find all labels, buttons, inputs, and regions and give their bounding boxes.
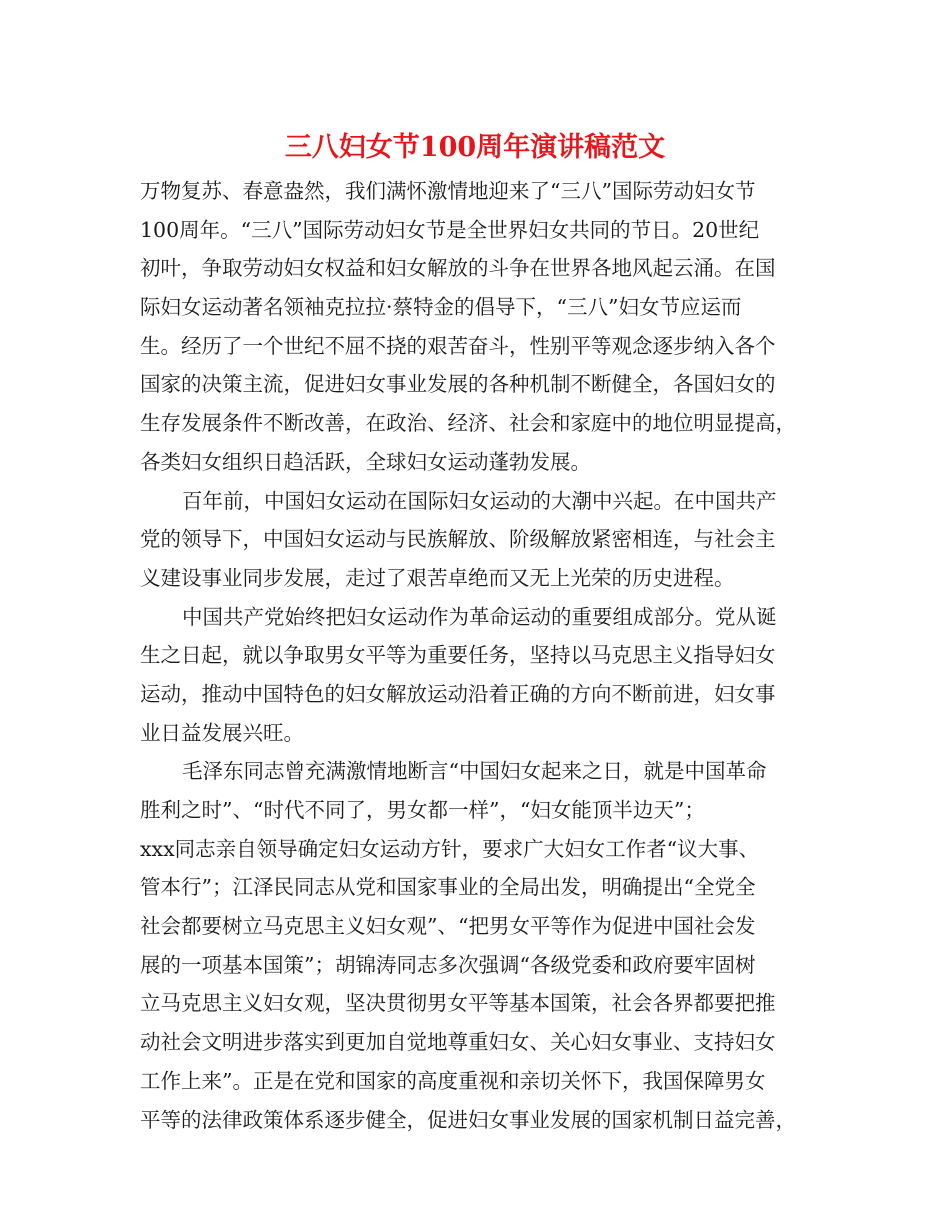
text-line: xxx同志亲自领导确定妇女运动方针，要求广大妇女工作者“议大事、 bbox=[140, 836, 760, 861]
text-line: 初叶，争取劳动妇女权益和妇女解放的斗争在世界各地风起云涌。在国 bbox=[140, 256, 776, 281]
text-line: 生。经历了一个世纪不屈不挠的艰苦奋斗，性别平等观念逐步纳入各个 bbox=[140, 333, 776, 358]
text-line: 万物复苏、春意盎然，我们满怀激情地迎来了“三八”国际劳动妇女节 bbox=[140, 179, 756, 203]
text-line: 动社会文明进步落实到更加自觉地尊重妇女、关心妇女事业、支持妇女 bbox=[140, 1030, 776, 1055]
text-line: 义建设事业同步发展，走过了艰苦卓绝而又无上光荣的历史进程。 bbox=[140, 565, 735, 590]
text-line: 工作上来”。正是在党和国家的高度重视和亲切关怀下，我国保障男女 bbox=[140, 1068, 766, 1093]
paragraph-first-line: 中国共产党始终把妇女运动作为革命运动的重要组成部分。党从诞 bbox=[182, 604, 777, 629]
text-line: 生之日起，就以争取男女平等为重要任务，坚持以马克思主义指导妇女 bbox=[140, 643, 776, 668]
document-body bbox=[140, 172, 816, 1139]
text-line: 平等的法律政策体系逐步健全，促进妇女事业发展的国家机制日益完善， bbox=[140, 1107, 796, 1132]
text-line: 各类妇女组织日趋活跃，全球妇女运动蓬勃发展。 bbox=[140, 449, 591, 474]
text-line: 业日益发展兴旺。 bbox=[140, 720, 304, 745]
text-line: 立马克思主义妇女观，坚决贯彻男女平等基本国策，社会各界都要把推 bbox=[140, 991, 776, 1016]
text-line: 展的一项基本国策”；胡锦涛同志多次强调“各级党委和政府要牢固树 bbox=[140, 952, 756, 977]
text-line: 生存发展条件不断改善，在政治、经济、社会和家庭中的地位明显提高， bbox=[140, 411, 796, 436]
text-line: 管本行”；江泽民同志从党和国家事业的全局出发，明确提出“全党全 bbox=[140, 875, 756, 900]
text-line: 党的领导下，中国妇女运动与民族解放、阶级解放紧密相连，与社会主 bbox=[140, 527, 776, 552]
document-title: 三八妇女节100周年演讲稿范文 bbox=[284, 132, 666, 163]
text-line: 运动，推动中国特色的妇女解放运动沿着正确的方向不断前进，妇女事 bbox=[140, 681, 776, 706]
paragraph-first-line: 毛泽东同志曾充满激情地断言“中国妇女起来之日，就是中国革命 bbox=[182, 759, 767, 784]
text-line: 胜利之时”、“时代不同了，男女都一样”，“妇女能顶半边天”； bbox=[140, 798, 705, 822]
text-line: 社会都要树立马克思主义妇女观”、“把男女平等作为促进中国社会发 bbox=[140, 914, 756, 939]
paragraph-first-line: 百年前，中国妇女运动在国际妇女运动的大潮中兴起。在中国共产 bbox=[182, 488, 777, 513]
text-line: 100周年。“三八”国际劳动妇女节是全世界妇女共同的节日。20世纪 bbox=[140, 217, 760, 242]
text-line: 国家的决策主流，促进妇女事业发展的各种机制不断健全，各国妇女的 bbox=[140, 372, 776, 397]
text-line: 际妇女运动著名领袖克拉拉·蔡特金的倡导下，“三八”妇女节应运而 bbox=[140, 295, 742, 320]
